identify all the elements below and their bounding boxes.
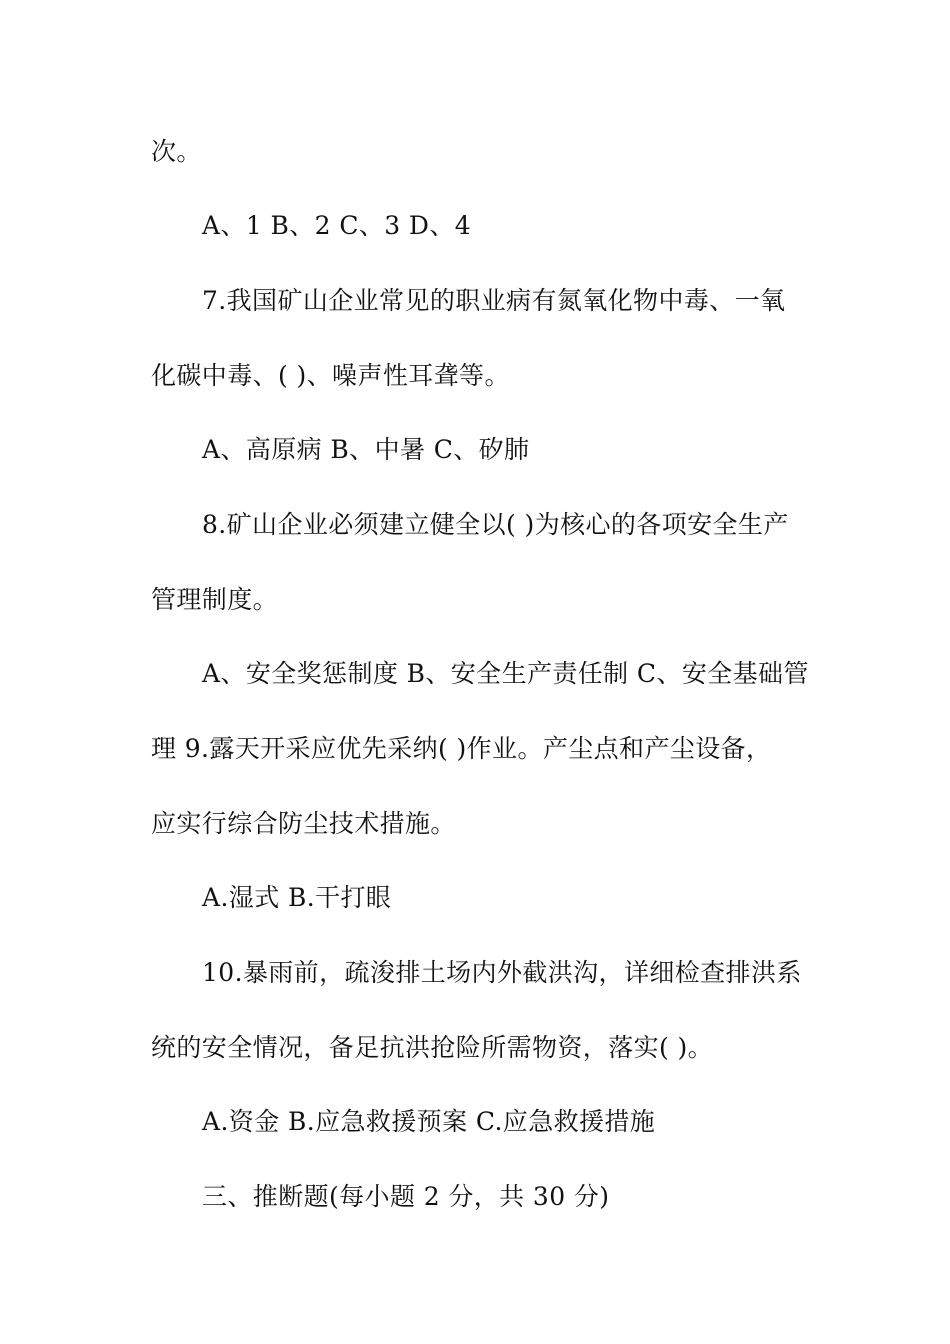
- answer-options: A、高原病 B、中暑 C、矽肺: [202, 435, 530, 464]
- text-line: 统的安全情况，备足抗洪抢险所需物资，落实( )。: [151, 1033, 714, 1062]
- answer-options: A、安全奖惩制度 B、安全生产责任制 C、安全基础管: [202, 659, 809, 688]
- answer-options: A.资金 B.应急救援预案 C.应急救援措施: [202, 1107, 656, 1136]
- question-7: 7.我国矿山企业常见的职业病有氮氧化物中毒、一氧: [202, 286, 786, 315]
- answer-options: A、1 B、2 C、3 D、4: [202, 211, 472, 240]
- text-line: 管理制度。: [151, 585, 279, 614]
- question-9: 理 9.露天开采应优先采纳( )作业。产尘点和产尘设备，: [151, 734, 772, 763]
- question-8: 8.矿山企业必须建立健全以( )为核心的各项安全生产: [202, 510, 789, 539]
- answer-options: A.湿式 B.干打眼: [202, 883, 392, 912]
- text-line: 次。: [151, 137, 202, 166]
- question-10: 10.暴雨前，疏浚排土场内外截洪沟，详细检查排洪系: [202, 958, 802, 987]
- section-heading: 三、推断题(每小题 2 分，共 30 分): [202, 1182, 610, 1211]
- text-line: 化碳中毒、( )、噪声性耳聋等。: [151, 361, 510, 390]
- text-line: 应实行综合防尘技术措施。: [151, 809, 456, 838]
